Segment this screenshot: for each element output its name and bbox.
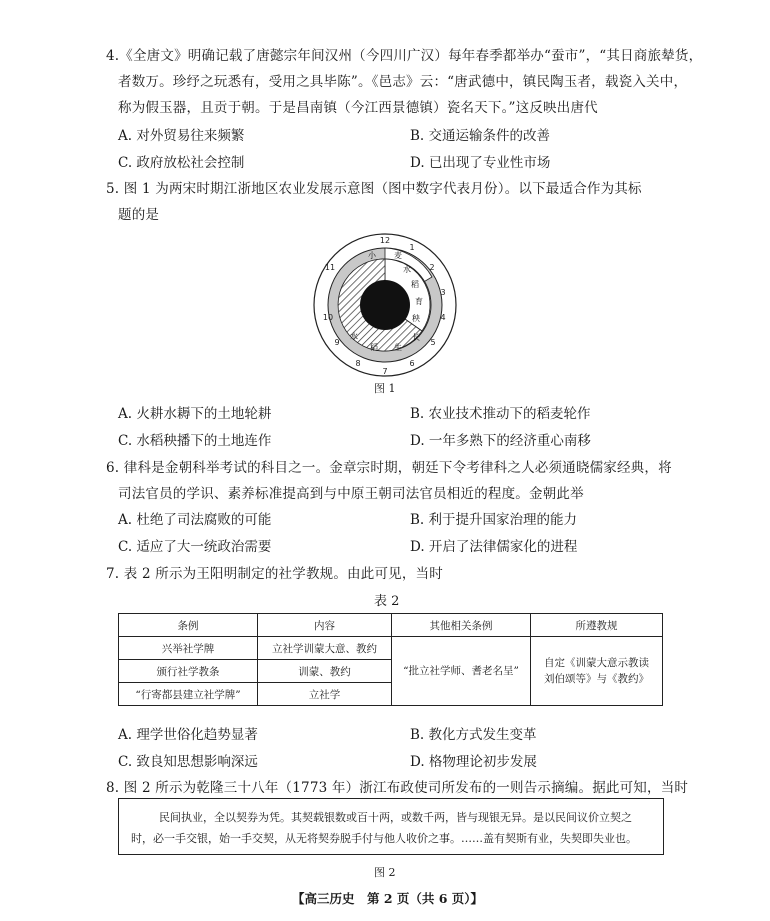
wheat-label-2: 麦	[394, 251, 402, 260]
growth-label-1: 水	[350, 332, 358, 341]
agriculture-cycle-diagram	[312, 232, 458, 378]
growth-label-3: 生	[394, 343, 402, 352]
header-cell: 内容	[258, 614, 392, 637]
growth-label-2: 稻	[370, 343, 378, 352]
table-header-row	[119, 614, 663, 637]
figure2-caption: 图 2	[374, 866, 396, 879]
table-cell: 训蒙、教约	[258, 660, 392, 683]
q5-line1: 5. 图 1 为两宋时期江浙地区农业发展示意图（图中数字代表月份）。以下最适合作为其标	[106, 181, 642, 197]
header-cell: 条例	[119, 614, 258, 637]
notice-box	[118, 798, 664, 855]
table-2	[118, 613, 663, 706]
figure1-caption: 图 1	[374, 382, 396, 395]
q7-option-d: D. 格物理论初步发展	[410, 754, 537, 770]
table2-title: 表 2	[374, 594, 400, 609]
q4-line3: 称为假玉器，且贡于朝。于是昌南镇（今江西景德镇）瓷名天下。”这反映出唐代	[118, 100, 598, 116]
table-cell: 立社学训蒙大意、教约	[258, 637, 392, 660]
q5-option-c: C. 水稻秧播下的土地连作	[118, 433, 272, 449]
header-cell: 其他相关条例	[392, 614, 531, 637]
q5-option-b: B. 农业技术推动下的稻麦轮作	[410, 406, 591, 422]
seedling-label-2: 稻	[411, 280, 419, 289]
q4-line2: 者数万。珍纾之玩悉有，受用之具毕陈”。《邑志》云：“唐武德中，镇民陶玉者，载瓷入关中，	[118, 74, 688, 90]
q6-option-d: D. 开启了法律儒家化的进程	[410, 539, 578, 555]
table-cell-merged-rules: 自定《训蒙大意示教读刘伯颂等》与《教约》	[531, 637, 663, 706]
table-cell-merged-other: “批立社学师、耆老名呈”	[392, 637, 531, 706]
q7-option-a: A. 理学世俗化趋势显著	[118, 727, 258, 743]
month-2: 2	[429, 263, 435, 272]
table-cell: 兴举社学牌	[119, 637, 258, 660]
page-footer: 【高三历史 第 2 页（共 6 页）】	[292, 891, 484, 906]
table-cell: 立社学	[258, 683, 392, 706]
q4-option-c: C. 政府放松社会控制	[118, 155, 245, 171]
growth-label-4: 长	[412, 333, 420, 342]
month-6: 6	[409, 359, 415, 368]
q4-option-a: A. 对外贸易往来频繁	[118, 128, 245, 144]
q7-line1: 7. 表 2 所示为王阳明制定的社学教规。由此可见，当时	[106, 566, 443, 582]
q7-option-b: B. 教化方式发生变革	[410, 727, 537, 743]
q5-option-d: D. 一年多熟下的经济重心南移	[410, 433, 591, 449]
notice-line2: 时，必一手交银，始一手交契，从无将契券脱手付与他人收价之事。……盖有契斯有业，失契即失业也。	[131, 832, 637, 845]
q4-option-b: B. 交通运输条件的改善	[410, 128, 551, 144]
q6-option-c: C. 适应了大一统政治需要	[118, 539, 272, 555]
center-disc	[360, 280, 410, 330]
q8-line1: 8. 图 2 所示为乾隆三十八年（1773 年）浙江布政使司所发布的一则告示摘编。据此可知，当时	[106, 780, 689, 796]
table-cell: “行寄都县建立社学牌”	[119, 683, 258, 706]
q6-option-a: A. 杜绝了司法腐败的可能	[118, 512, 272, 528]
month-5: 5	[430, 338, 436, 347]
q7-option-c: C. 致良知思想影响深远	[118, 754, 258, 770]
month-11: 11	[324, 263, 336, 272]
month-9: 9	[334, 338, 340, 347]
header-cell: 所遵教规	[531, 614, 663, 637]
q5-line2: 题的是	[118, 207, 160, 223]
q6-option-b: B. 利于提升国家治理的能力	[410, 512, 578, 528]
seedling-label-3: 育	[415, 297, 423, 306]
month-7: 7	[382, 367, 388, 376]
table-cell: 颁行社学教条	[119, 660, 258, 683]
q4-line1: 4.《全唐文》明确记载了唐懿宗年间汉州（今四川广汉）每年春季都举办“蚕市”，“其日商旅辇货，	[106, 48, 703, 64]
q5-option-a: A. 火耕水耨下的土地轮耕	[118, 406, 272, 422]
month-10: 10	[322, 313, 334, 322]
month-4: 4	[440, 313, 446, 322]
month-1: 1	[409, 243, 415, 252]
wheat-label-1: 小	[368, 251, 376, 260]
q6-line1: 6. 律科是金朝科举考试的科目之一。金章宗时期，朝廷下令考律科之人必须通晓儒家经典，将	[106, 460, 672, 476]
q4-option-d: D. 已出现了专业性市场	[410, 155, 551, 171]
table-row	[119, 637, 663, 660]
seedling-label-1: 水	[403, 265, 411, 274]
notice-line1: 民间执业，全以契券为凭。其契载银数或百十两，或数千两，皆与现银无异。是以民间议价立契之	[159, 811, 632, 824]
month-8: 8	[355, 359, 361, 368]
q6-line2: 司法官员的学识、素养标准提高到与中原王朝司法官员相近的程度。金朝此举	[118, 486, 584, 502]
seedling-label-4: 秧	[412, 314, 420, 323]
month-12: 12	[379, 236, 391, 245]
month-3: 3	[440, 288, 446, 297]
